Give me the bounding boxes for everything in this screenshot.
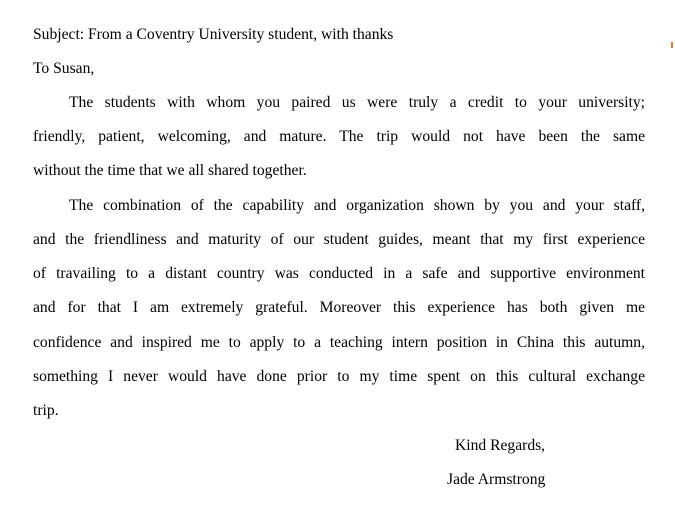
- margin-marker: [671, 42, 673, 48]
- salutation: To Susan,: [33, 60, 95, 77]
- paragraph-2-line-7: trip.: [33, 402, 59, 419]
- signature: Jade Armstrong: [447, 471, 546, 488]
- paragraph-2-line-3: of travailing to a distant country was conducted in a safe and supportive environment: [33, 265, 645, 282]
- paragraph-1-line-3: without the time that we all shared together.: [33, 162, 307, 179]
- paragraph-2-line-4: and for that I am extremely grateful. Moreover this experience has both given me: [33, 299, 645, 316]
- paragraph-2-line-6: something I never would have done prior to my time spent on this cultural exchange: [33, 368, 645, 385]
- paragraph-2-line-1: The combination of the capability and organization shown by you and your staff,: [69, 197, 645, 214]
- closing: Kind Regards,: [455, 437, 546, 454]
- paragraph-1-line-2: friendly, patient, welcoming, and mature. The trip would not have been the same: [33, 128, 645, 145]
- paragraph-2-line-2: and the friendliness and maturity of our student guides, meant that my first experience: [33, 231, 645, 248]
- paragraph-2-line-5: confidence and inspired me to apply to a teaching intern position in China this autumn,: [33, 334, 645, 351]
- paragraph-1-line-1: The students with whom you paired us were truly a credit to your university;: [69, 94, 645, 111]
- subject-line: Subject: From a Coventry University student, with thanks: [33, 26, 394, 43]
